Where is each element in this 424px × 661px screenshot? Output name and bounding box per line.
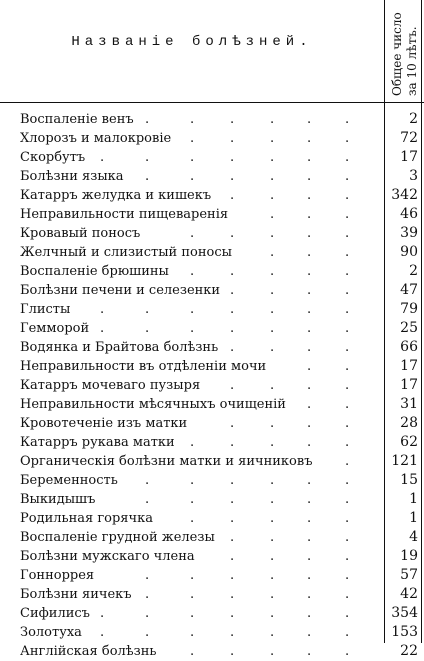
leader-dot: . [100,150,105,165]
case-count: 342 [391,187,418,203]
leader-dot: . [345,150,350,165]
table-row [0,357,424,376]
leader-dot: . [230,150,235,165]
disease-name: Гонноррея [20,568,95,583]
table-row [0,566,424,585]
leader-dot: . [345,378,350,393]
table-row [0,338,424,357]
leader-dot: . [307,397,312,412]
disease-name: Англійская болѣзнь [20,644,157,659]
case-count: 39 [400,225,418,241]
leader-dot: . [270,207,275,222]
case-count: 90 [400,244,418,260]
leader-dot: . [230,302,235,317]
disease-column-header: Названіе болѣзней. [71,34,313,50]
leader-dot: . [345,568,350,583]
disease-name: Воспаленіе брюшины [20,264,169,279]
leader-dot: . [230,264,235,279]
case-count: 2 [409,111,418,127]
leader-dot: . [307,416,312,431]
leader-dot: . [270,435,275,450]
disease-name: Сифилисъ [20,606,90,621]
disease-name: Кровавый поносъ [20,226,141,241]
leader-dot: . [270,169,275,184]
leader-dot: . [190,473,195,488]
leader-dot: . [145,492,150,507]
leader-dot: . [230,568,235,583]
table-row [0,471,424,490]
leader-dot: . [230,416,235,431]
leader-dot: . [190,264,195,279]
leader-dot: . [145,302,150,317]
disease-name: Скорбутъ [20,150,86,165]
table-row [0,167,424,186]
leader-dot: . [145,587,150,602]
leader-dot: . [307,606,312,621]
table-row [0,205,424,224]
leader-dot: . [307,131,312,146]
table-row [0,604,424,623]
leader-dot: . [230,321,235,336]
leader-dot: . [270,473,275,488]
leader-dot: . [345,644,350,659]
leader-dot: . [307,112,312,127]
leader-dot: . [307,245,312,260]
disease-name: Неправильности въ отдѣленіи мочи [20,359,267,374]
leader-dot: . [307,169,312,184]
leader-dot: . [345,473,350,488]
table-row [0,433,424,452]
leader-dot: . [307,226,312,241]
case-count: 17 [400,377,418,393]
leader-dot: . [307,340,312,355]
leader-dot: . [100,606,105,621]
leader-dot: . [270,150,275,165]
disease-name: Неправильности мѣсячныхъ очищеній [20,397,286,412]
leader-dot: . [190,169,195,184]
table-row [0,110,424,129]
leader-dot: . [345,416,350,431]
table-row [0,243,424,262]
leader-dot: . [307,492,312,507]
case-count: 22 [400,643,418,659]
leader-dot: . [230,131,235,146]
leader-dot: . [345,264,350,279]
disease-name: Хлорозъ и малокровіе [20,131,172,146]
leader-dot: . [270,226,275,241]
case-count: 31 [400,396,418,412]
leader-dot: . [145,150,150,165]
leader-dot: . [345,606,350,621]
leader-dot: . [345,587,350,602]
disease-name: Выкидышъ [20,492,96,507]
leader-dot: . [230,587,235,602]
leader-dot: . [230,492,235,507]
case-count: 79 [400,301,418,317]
case-count: 121 [391,453,418,469]
leader-dot: . [307,188,312,203]
leader-dot: . [307,359,312,374]
leader-dot: . [345,245,350,260]
case-count: 66 [400,339,418,355]
case-count: 3 [409,168,418,184]
table-row [0,490,424,509]
leader-dot: . [145,625,150,640]
leader-dot: . [270,112,275,127]
leader-dot: . [307,511,312,526]
leader-dot: . [345,359,350,374]
leader-dot: . [190,150,195,165]
table-row [0,528,424,547]
leader-dot: . [100,625,105,640]
disease-name: Водянка и Брайтова болѣзнь [20,340,219,355]
disease-name: Гемморой [20,321,90,336]
leader-dot: . [230,112,235,127]
header-rule [0,102,424,103]
leader-dot: . [345,530,350,545]
table-row [0,642,424,661]
leader-dot: . [307,530,312,545]
leader-dot: . [270,264,275,279]
disease-name: Родильная горячка [20,511,153,526]
disease-name: Золотуха [20,625,82,640]
leader-dot: . [230,511,235,526]
disease-name: Воспаленіе грудной железы [20,530,215,545]
leader-dot: . [307,568,312,583]
leader-dot: . [190,568,195,583]
leader-dot: . [270,321,275,336]
leader-dot: . [230,226,235,241]
leader-dot: . [345,321,350,336]
leader-dot: . [145,606,150,621]
leader-dot: . [345,549,350,564]
leader-dot: . [230,378,235,393]
leader-dot: . [190,226,195,241]
leader-dot: . [190,321,195,336]
case-count: 15 [400,472,418,488]
disease-name: Органическія болѣзни матки и яичниковъ [20,454,313,469]
leader-dot: . [270,188,275,203]
leader-dot: . [307,625,312,640]
leader-dot: . [230,473,235,488]
leader-dot: . [270,245,275,260]
leader-dot: . [307,587,312,602]
disease-name: Катарръ рукава матки [20,435,175,450]
table-row [0,547,424,566]
leader-dot: . [230,625,235,640]
leader-dot: . [230,549,235,564]
leader-dot: . [270,302,275,317]
leader-dot: . [230,188,235,203]
table-row [0,452,424,471]
leader-dot: . [190,625,195,640]
leader-dot: . [345,302,350,317]
leader-dot: . [307,435,312,450]
leader-dot: . [100,321,105,336]
leader-dot: . [190,644,195,659]
count-header-line-1: Общее число [390,12,404,96]
leader-dot: . [145,568,150,583]
leader-dot: . [270,549,275,564]
disease-name: Желчный и слизистый поносы [20,245,232,260]
case-count: 25 [400,320,418,336]
leader-dot: . [345,207,350,222]
table-row [0,509,424,528]
leader-dot: . [270,606,275,621]
disease-name: Неправильности пищеваренія [20,207,229,222]
disease-name: Глисты [20,302,71,317]
case-count: 57 [400,567,418,583]
leader-dot: . [230,283,235,298]
table-row [0,281,424,300]
case-count: 1 [409,510,418,526]
table-row [0,319,424,338]
leader-dot: . [307,302,312,317]
leader-dot: . [307,473,312,488]
disease-name: Болѣзни яичекъ [20,587,132,602]
table-row [0,414,424,433]
leader-dot: . [270,283,275,298]
case-count: 17 [400,149,418,165]
case-count: 28 [400,415,418,431]
leader-dot: . [145,112,150,127]
leader-dot: . [345,625,350,640]
table-row [0,300,424,319]
case-count: 47 [400,282,418,298]
table-row [0,186,424,205]
leader-dot: . [307,321,312,336]
leader-dot: . [270,416,275,431]
case-count: 42 [400,586,418,602]
leader-dot: . [345,492,350,507]
leader-dot: . [345,340,350,355]
table-row [0,129,424,148]
leader-dot: . [270,625,275,640]
disease-name: Болѣзни печени и селезенки [20,283,221,298]
leader-dot: . [345,283,350,298]
case-count: 17 [400,358,418,374]
leader-dot: . [230,435,235,450]
case-count: 1 [409,491,418,507]
leader-dot: . [230,340,235,355]
leader-dot: . [190,587,195,602]
table-row [0,585,424,604]
leader-dot: . [345,112,350,127]
leader-dot: . [100,302,105,317]
disease-name: Катарръ мочеваго пузыря [20,378,201,393]
leader-dot: . [270,568,275,583]
disease-name: Воспаленіе венъ [20,112,134,127]
disease-name: Болѣзни мужскаго члена [20,549,195,564]
case-count: 72 [400,130,418,146]
case-count: 354 [391,605,418,621]
leader-dot: . [190,492,195,507]
table-row [0,148,424,167]
table-row [0,262,424,281]
leader-dot: . [345,188,350,203]
case-count: 46 [400,206,418,222]
leader-dot: . [270,587,275,602]
leader-dot: . [307,549,312,564]
leader-dot: . [345,226,350,241]
case-count: 153 [391,624,418,640]
leader-dot: . [270,644,275,659]
leader-dot: . [190,302,195,317]
table-row [0,395,424,414]
count-column-header [388,4,421,100]
disease-name: Кровотеченіе изъ матки [20,416,188,431]
leader-dot: . [270,492,275,507]
leader-dot: . [230,169,235,184]
case-count: 2 [409,263,418,279]
leader-dot: . [145,169,150,184]
leader-dot: . [307,644,312,659]
table-row [0,224,424,243]
leader-dot: . [145,473,150,488]
leader-dot: . [230,644,235,659]
leader-dot: . [307,207,312,222]
leader-dot: . [307,150,312,165]
leader-dot: . [270,131,275,146]
leader-dot: . [270,530,275,545]
leader-dot: . [345,397,350,412]
leader-dot: . [145,321,150,336]
leader-dot: . [230,530,235,545]
leader-dot: . [270,340,275,355]
disease-name: Катарръ желудка и кишекъ [20,188,212,203]
leader-dot: . [307,283,312,298]
leader-dot: . [345,169,350,184]
case-count: 19 [400,548,418,564]
leader-dot: . [190,112,195,127]
leader-dot: . [270,378,275,393]
case-count: 4 [409,529,418,545]
count-header-line-2: за 10 лѣтъ. [405,26,419,96]
leader-dot: . [190,435,195,450]
leader-dot: . [230,606,235,621]
leader-dot: . [345,435,350,450]
leader-dot: . [345,131,350,146]
leader-dot: . [307,378,312,393]
leader-dot: . [270,511,275,526]
table-row [0,376,424,395]
leader-dot: . [345,454,350,469]
case-count: 62 [400,434,418,450]
leader-dot: . [307,264,312,279]
table-row [0,623,424,642]
disease-name: Болѣзни языка [20,169,124,184]
leader-dot: . [190,131,195,146]
disease-name: Беременность [20,473,118,488]
leader-dot: . [190,606,195,621]
leader-dot: . [190,511,195,526]
leader-dot: . [345,511,350,526]
